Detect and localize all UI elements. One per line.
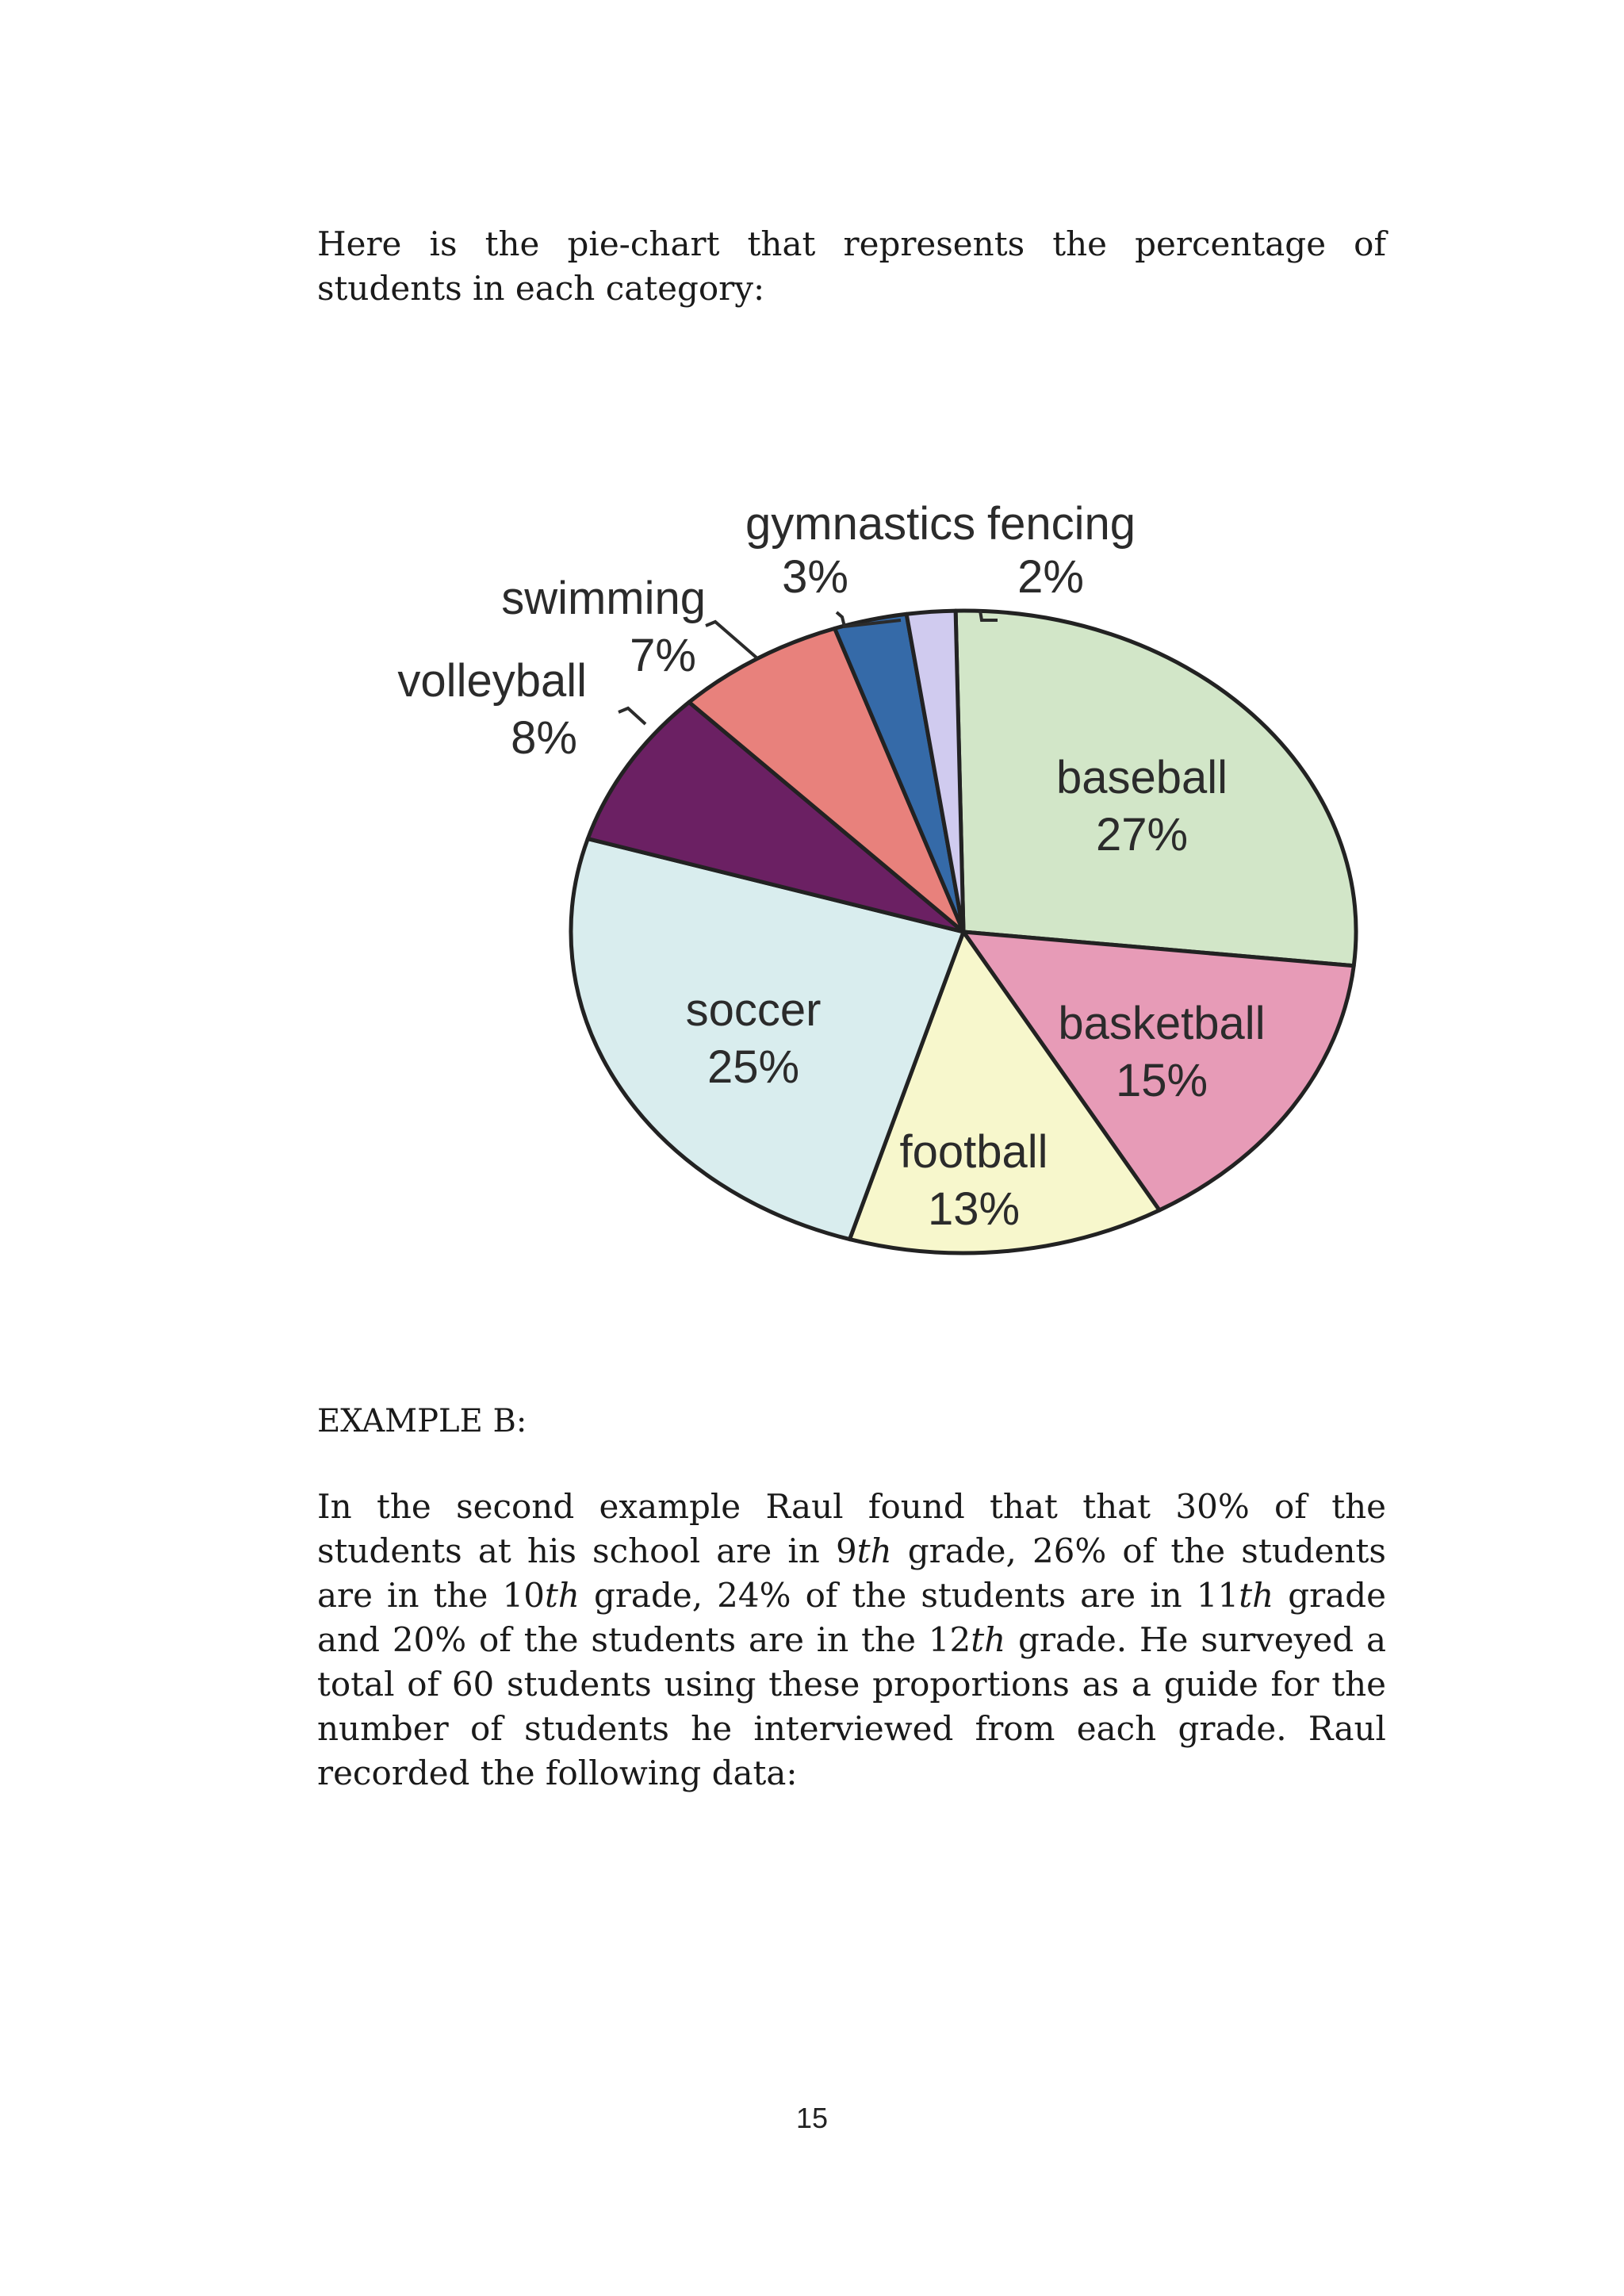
pie-chart: [317, 484, 1386, 1277]
slice-label-baseball: baseball 27%: [1055, 752, 1228, 861]
slice-value-gymnastics: 3%: [782, 551, 848, 603]
slice-label-swimming: swimming 7%: [501, 573, 706, 681]
slice-label-fencing: fencing: [986, 498, 1136, 550]
intro-paragraph: Here is the pie-chart that represents the percentage of students in each category:: [317, 224, 1386, 308]
leader-line-volleyball: [619, 708, 645, 724]
slice-label-gymnastics: gymnastics: [745, 498, 976, 550]
slice-label-basketball: basketball 15%: [1058, 998, 1266, 1106]
slice-value-fencing: 2%: [1017, 551, 1084, 603]
example-paragraph: In the second example Raul found that that 30% of the students at his school are in 9th grade, 26% of the students are in the 10th grade, 24% of the students are in 11th grade and 20% of the students are in the 12th grade. He surveyed a total of 60 students using these proportions as a guide for the number of students he interviewed from each grade. Raul recorded the following data:: [317, 1487, 1386, 1792]
slice-label-football: football 13%: [899, 1126, 1048, 1235]
leader-line-swimming: [706, 622, 757, 658]
example-heading: EXAMPLE B:: [317, 1403, 527, 1439]
page-number: 15: [795, 2102, 829, 2134]
slice-label-soccer: soccer 25%: [685, 984, 822, 1093]
slice-label-volleyball: volleyball 8%: [397, 655, 587, 764]
